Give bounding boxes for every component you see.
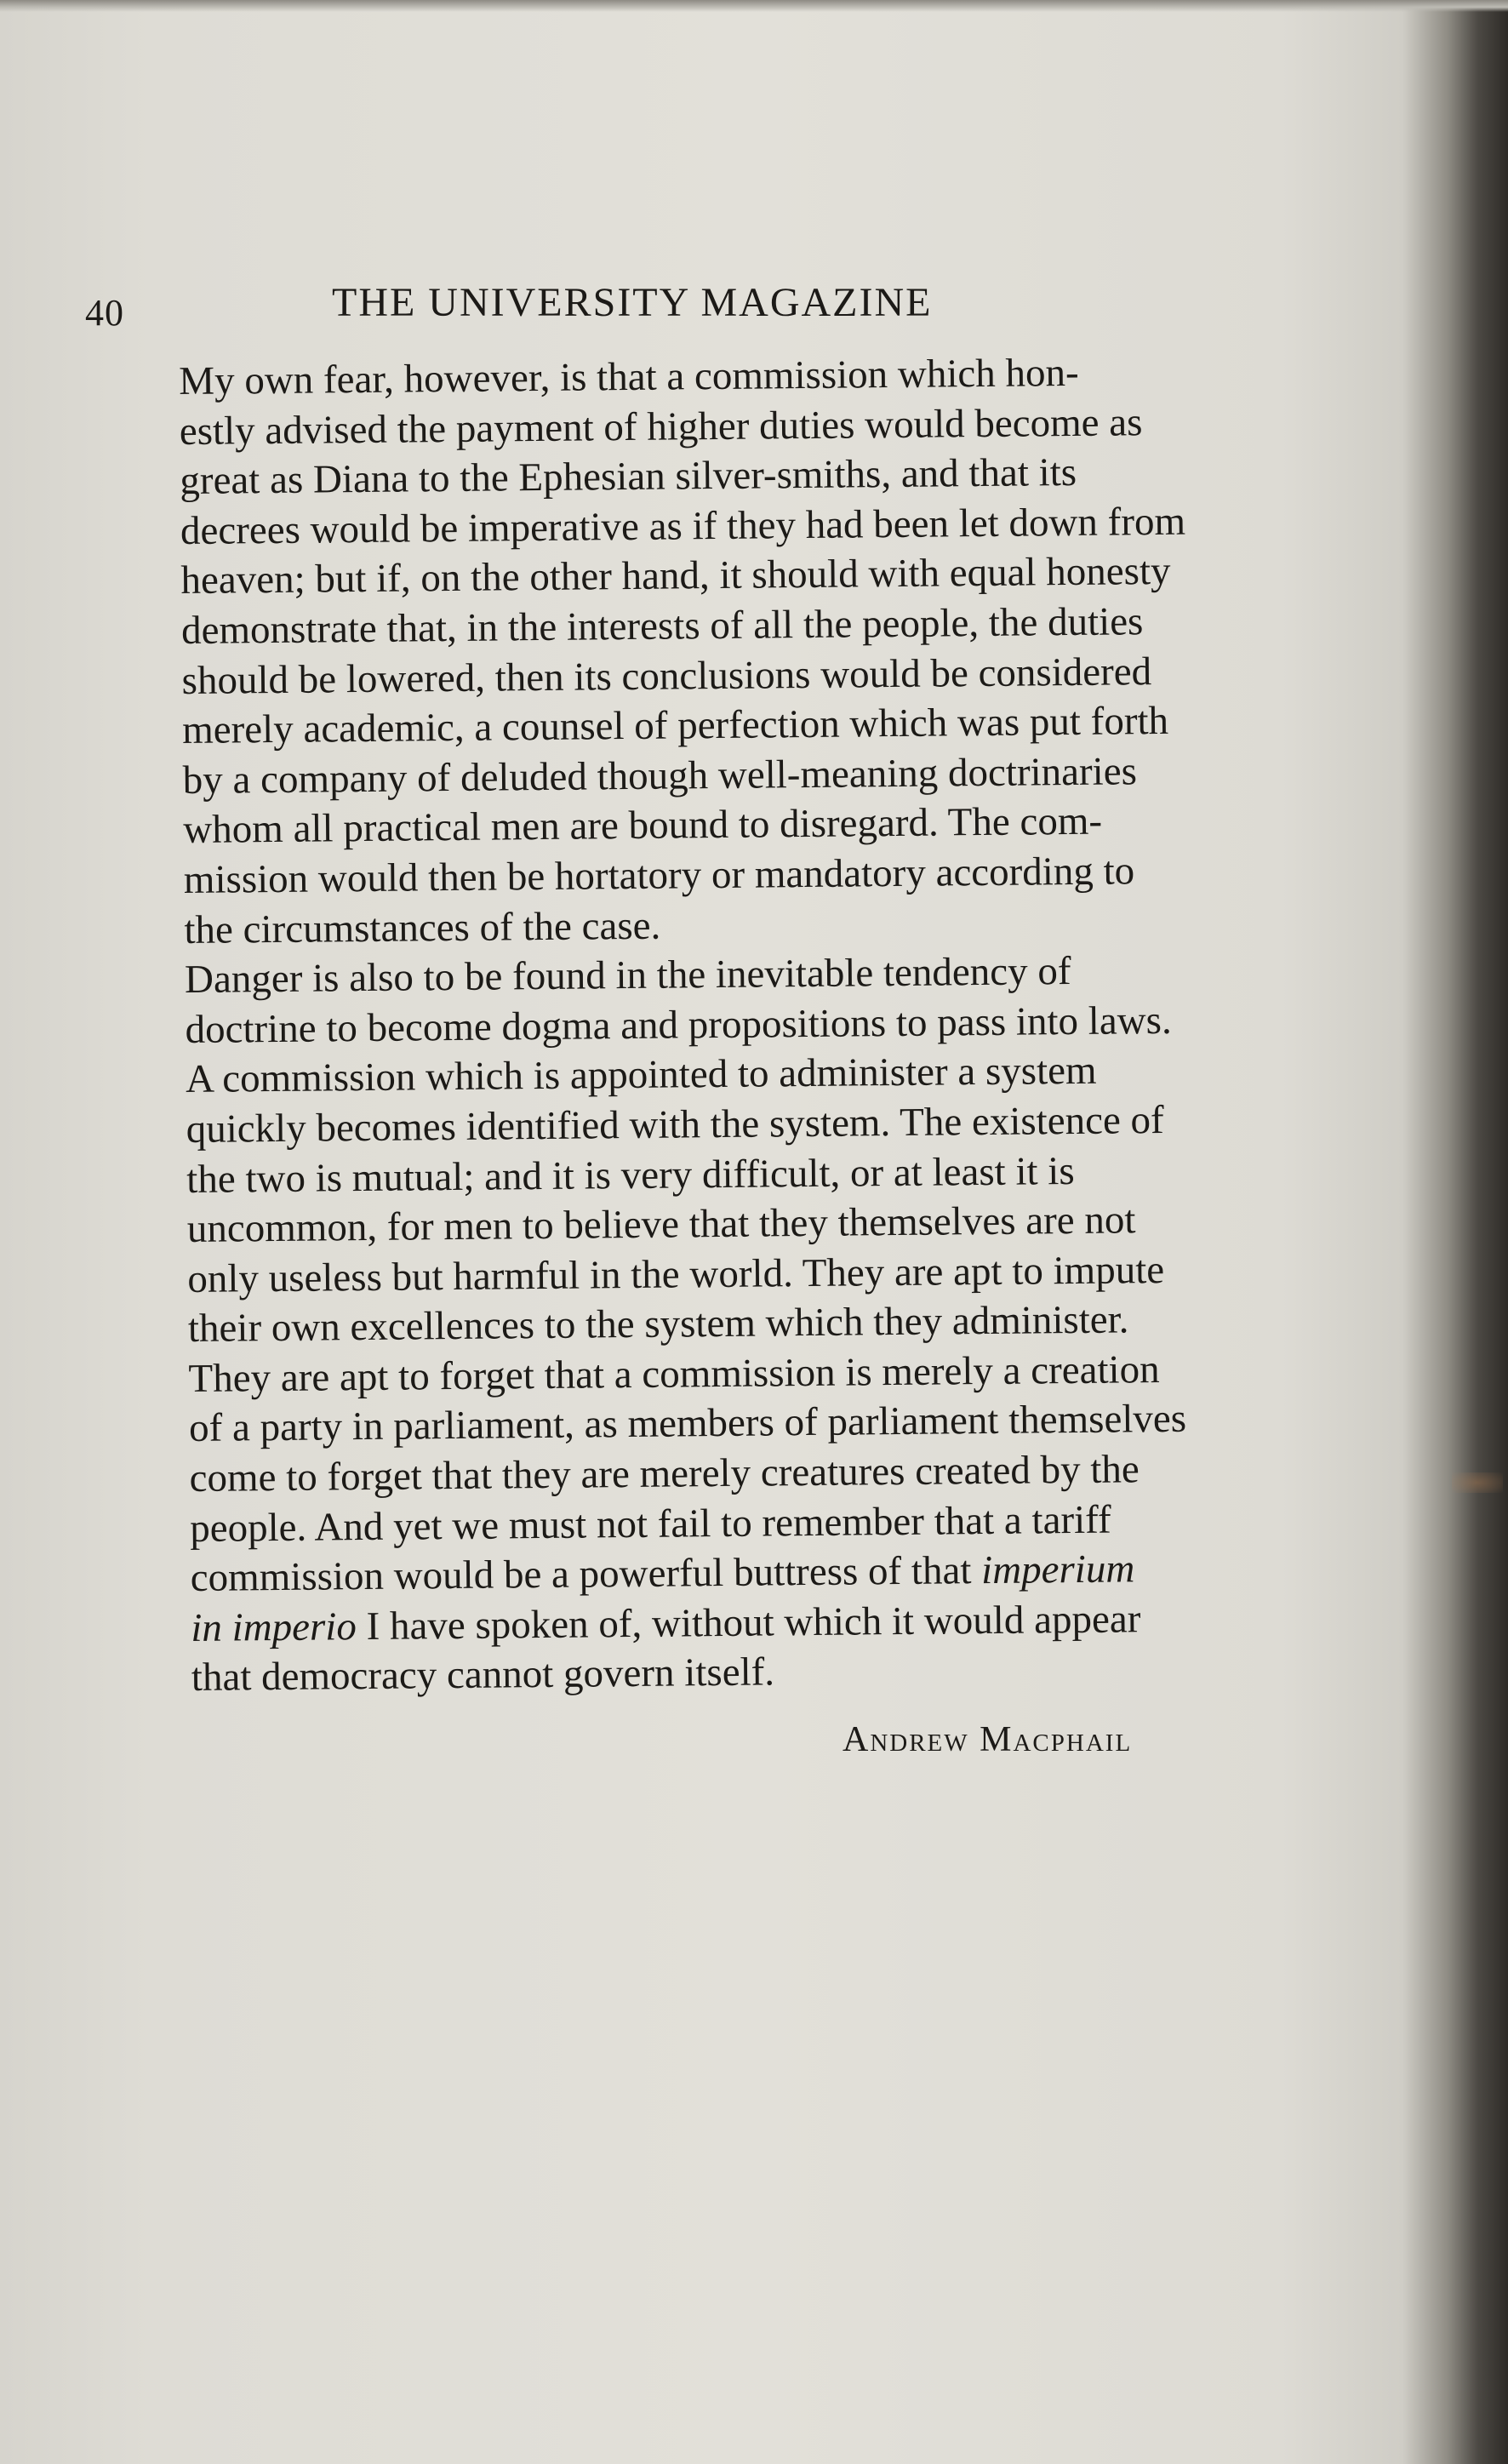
paragraph-2	[101, 945, 1274, 1704]
author-signature: Andrew Macphail	[843, 1720, 1133, 1759]
text-line: My own fear, however, is that a commission which hon-	[179, 350, 1079, 404]
text-line: heaven; but if, on the other hand, it should with equal honesty	[180, 549, 1171, 603]
text-line: the two is mutual; and it is very difficult, or at least it is	[186, 1148, 1075, 1202]
text-line: only useless but harmful in the world. They are apt to impute	[187, 1247, 1165, 1301]
text-line: people. And yet we must not fail to remember that a tariff	[189, 1497, 1111, 1551]
text-line: quickly becomes identified with the system. The existence of	[186, 1097, 1164, 1152]
text-line: They are apt to forget that a commission is merely a creation	[188, 1346, 1160, 1401]
text-run: commission would be a powerful buttress of that	[190, 1548, 982, 1601]
text-line: their own excellences to the system which they administer.	[187, 1297, 1129, 1352]
text-line: estly advised the payment of higher duties would become as	[179, 399, 1143, 454]
paper-stain	[1452, 1472, 1503, 1493]
text-line: should be lowered, then its conclusions would be considered	[181, 649, 1152, 703]
text-line: of a party in parliament, as members of parliament themselves	[188, 1397, 1187, 1451]
text-line: uncommon, for men to believe that they themselves are not	[186, 1198, 1136, 1252]
text-line: that democracy cannot govern itself.	[191, 1649, 775, 1701]
italic-latin-phrase: in imperio	[191, 1604, 357, 1650]
running-head: THE UNIVERSITY MAGAZINE	[332, 280, 933, 325]
text-line: decrees would be imperative as if they had been let down from	[180, 499, 1186, 553]
text-line: whom all practical men are bound to disregard. The com-	[183, 799, 1103, 853]
text-run: I have spoken of, without which it would appear	[356, 1597, 1141, 1649]
page-top-edge	[0, 0, 1508, 12]
text-line: by a company of deluded though well-meaning doctrinaries	[182, 749, 1138, 803]
text-line: great as Diana to the Ephesian silver-smiths, and that its	[180, 450, 1077, 504]
text-line: doctrine to become dogma and propositions to pass into laws.	[185, 998, 1172, 1052]
article-body	[95, 346, 1274, 1704]
text-line: mission would then be hortatory or mandatory according to	[183, 849, 1135, 902]
text-line: merely academic, a counsel of perfection which was put forth	[181, 699, 1169, 753]
text-line: come to forget that they are merely creatures created by the	[189, 1447, 1140, 1501]
italic-latin-phrase: imperium	[980, 1546, 1135, 1593]
text-line: A commission which is appointed to administer a system	[185, 1049, 1097, 1102]
page-number: 40	[85, 292, 124, 334]
text-line: the circumstances of the case.	[184, 903, 661, 952]
text-line: demonstrate that, in the interests of all the people, the duties	[180, 599, 1144, 654]
text-line: Danger is also to be found in the inevitable tendency of	[184, 949, 1071, 1003]
page-header	[85, 272, 1268, 340]
paragraph-1	[95, 346, 1267, 956]
